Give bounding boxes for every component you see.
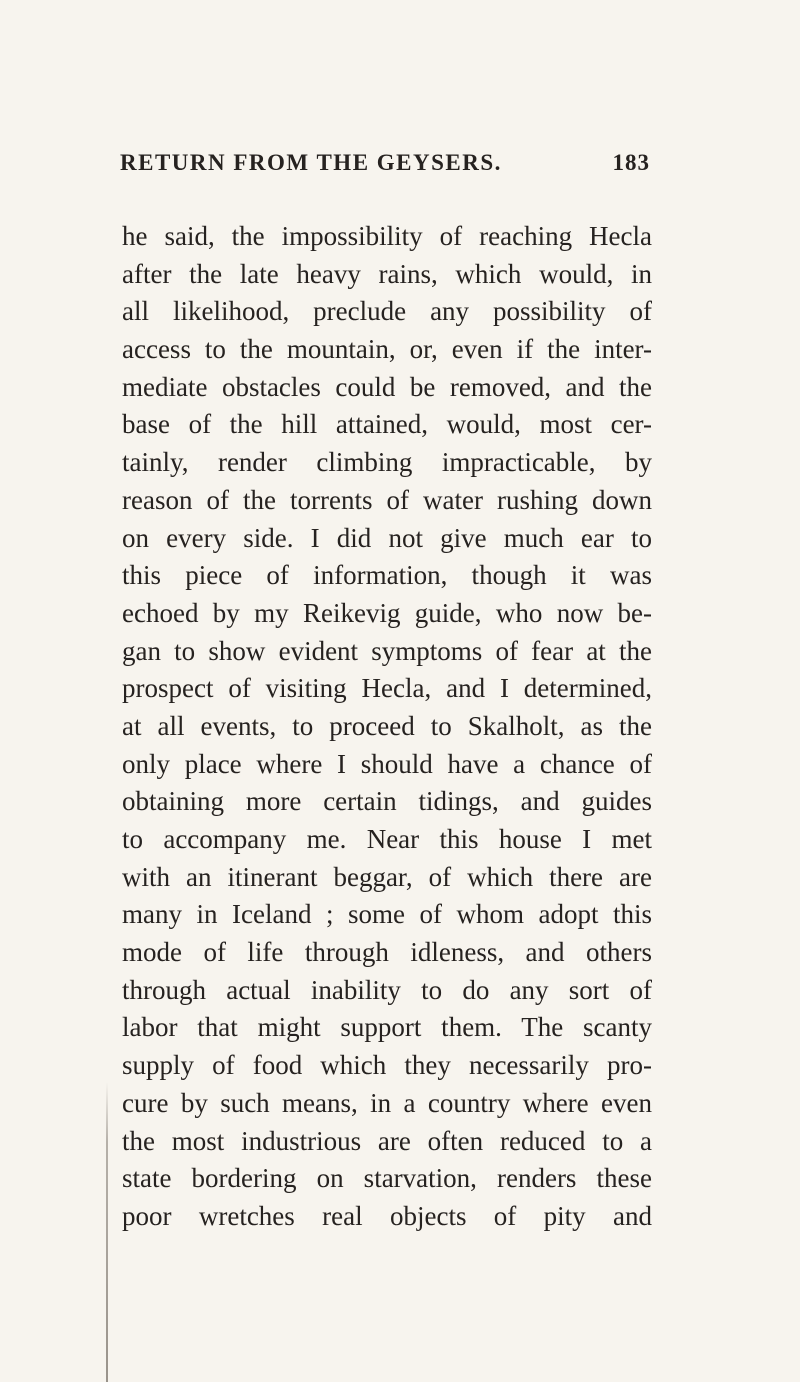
text-line: on every side. I did not give much ear to [122,522,652,553]
text-line: prospect of visiting Hecla, and I determined, [122,673,652,704]
running-title: RETURN FROM THE GEYSERS. [120,150,502,175]
text-line: through actual inability to do any sort of [122,974,652,1005]
body-text [122,218,652,1236]
text-line: the most industrious are often reduced to a [122,1125,652,1156]
text-line: poor wretches real objects of pity and [122,1200,652,1231]
text-line: all likelihood, preclude any possibility of [122,296,652,327]
text-line: with an itinerant beggar, of which there are [122,861,652,892]
text-line: after the late heavy rains, which would, in [122,258,652,289]
text-line: labor that might support them. The scanty [122,1012,652,1043]
page-number: 183 [612,150,650,175]
text-line: obtaining more certain tidings, and guides [122,786,652,817]
text-line: mediate obstacles could be removed, and the [122,371,652,402]
text-line: to accompany me. Near this house I met [122,824,652,854]
text-line: supply of food which they necessarily pro- [122,1050,652,1081]
text-line: echoed by my Reikevig guide, who now be- [122,597,652,628]
text-line: only place where I should have a chance of [122,748,652,779]
text-line: tainly, render climbing impracticable, by [122,447,652,478]
running-header [120,150,650,180]
text-line: mode of life through idleness, and others [122,937,652,968]
text-line: cure by such means, in a country where even [122,1087,652,1118]
text-line: base of the hill attained, would, most cer- [122,409,652,440]
text-line: at all events, to proceed to Skalholt, as the [122,710,652,741]
text-line: gan to show evident symptoms of fear at the [122,635,652,666]
text-line: reason of the torrents of water rushing down [122,484,652,515]
page-edge-shadow [106,1082,108,1382]
text-line: he said, the impossibility of reaching Hecla [122,221,652,251]
text-line: access to the mountain, or, even if the inter- [122,334,652,365]
text-line: this piece of information, though it was [122,560,652,591]
text-line: many in Iceland ; some of whom adopt this [122,899,652,930]
text-line: state bordering on starvation, renders these [122,1163,652,1194]
